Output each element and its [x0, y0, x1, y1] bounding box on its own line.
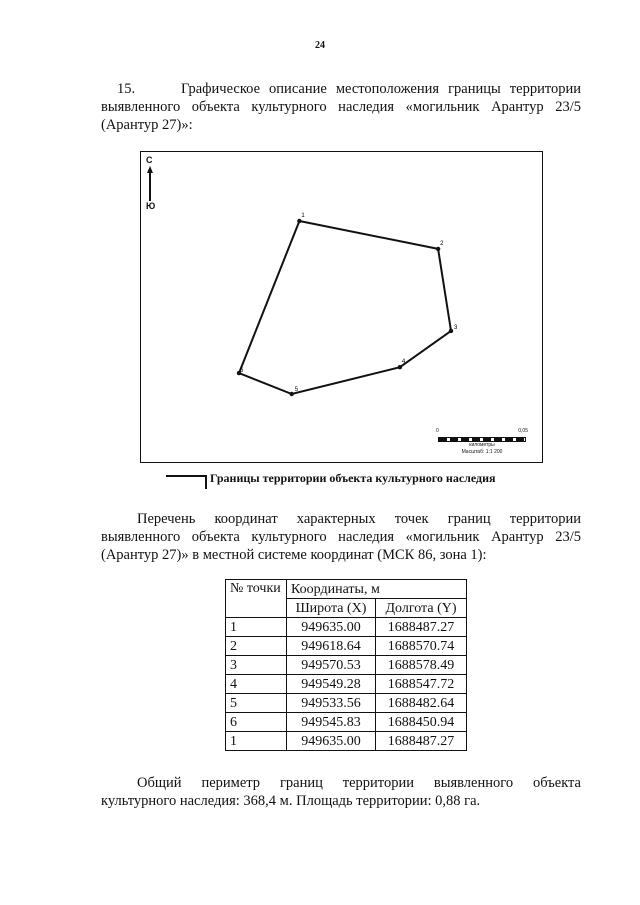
table-row — [226, 732, 467, 751]
legend-text: Границы территории объекта культурного наследия — [210, 471, 496, 485]
lon-cell: 1688487.27 — [376, 732, 467, 751]
map-legend — [166, 470, 526, 488]
lon-cell: 1688578.49 — [376, 656, 467, 675]
scale-zero-label: 0 — [436, 428, 439, 434]
section-number: 15. — [117, 81, 136, 97]
vertex-point-3 — [449, 329, 453, 333]
table-row — [226, 713, 467, 732]
lat-cell: 949618.64 — [287, 637, 376, 656]
lon-cell: 1688482.64 — [376, 694, 467, 713]
table-row — [226, 637, 467, 656]
page-number: 24 — [315, 40, 325, 51]
point-cell: 3 — [226, 656, 287, 675]
lat-cell: 949545.83 — [287, 713, 376, 732]
coordinates-intro-line-2: выявленного объекта культурного наследия «могильник Арантур 23/5 — [101, 529, 581, 545]
boundary-map — [140, 151, 543, 463]
vertex-point-2 — [436, 247, 440, 251]
scale-max-label: 0,05 — [518, 428, 528, 434]
summary-line-1: Общий периметр границ территории выявленного объекта — [137, 775, 581, 791]
vertex-label-6: 6 — [240, 368, 244, 375]
compass-north-label: С — [146, 155, 153, 165]
summary-line-2: культурного наследия: 368,4 м. Площадь территории: 0,88 га. — [101, 793, 481, 809]
vertex-label-4: 4 — [401, 359, 406, 366]
vertex-point-4 — [398, 365, 402, 369]
coordinates-intro-line-3: (Арантур 27)» в местной системе координат (МСК 86, зона 1): — [101, 547, 487, 563]
col-lon-header: Долгота (Y) — [376, 599, 467, 618]
col-point-header: № точки — [226, 580, 287, 618]
point-cell: 6 — [226, 713, 287, 732]
point-cell: 1 — [226, 732, 287, 751]
lat-cell: 949635.00 — [287, 732, 376, 751]
compass-south-label: Ю — [146, 201, 156, 211]
boundary-polygon — [239, 221, 451, 394]
table-row — [226, 618, 467, 637]
summary-paragraph — [101, 774, 581, 810]
lon-cell: 1688450.94 — [376, 713, 467, 732]
vertex-label-2: 2 — [440, 240, 444, 247]
section-heading-line-3: (Арантур 27)»: — [101, 117, 193, 133]
lon-cell: 1688547.72 — [376, 675, 467, 694]
coordinates-intro — [101, 510, 581, 564]
lat-cell: 949549.28 — [287, 675, 376, 694]
lat-cell: 949635.00 — [287, 618, 376, 637]
lat-cell: 949533.56 — [287, 694, 376, 713]
boundary-vertices — [237, 213, 458, 396]
scale-bar-block — [436, 430, 528, 458]
vertex-point-1 — [297, 219, 301, 223]
vertex-point-5 — [289, 392, 293, 396]
vertex-label-1: 1 — [301, 213, 305, 219]
point-cell: 2 — [226, 637, 287, 656]
scale-unit-label: километры — [469, 442, 495, 448]
section-heading-line-1: 15. Графическое описание местоположения границы территории — [101, 80, 581, 98]
table-row — [226, 694, 467, 713]
boundary-polygon-canvas — [141, 152, 544, 464]
vertex-label-3: 3 — [454, 324, 458, 331]
section-heading — [101, 80, 581, 134]
point-cell: 5 — [226, 694, 287, 713]
north-arrow — [145, 155, 159, 213]
point-cell: 1 — [226, 618, 287, 637]
legend-line-symbol — [166, 475, 206, 477]
lon-cell: 1688487.27 — [376, 618, 467, 637]
section-heading-line-2: выявленного объекта культурного наследия «могильник Арантур 23/5 — [101, 99, 581, 115]
coordinates-table — [225, 579, 467, 751]
lat-cell: 949570.53 — [287, 656, 376, 675]
table-row — [226, 675, 467, 694]
col-lat-header: Широта (X) — [287, 599, 376, 618]
col-coords-header: Координаты, м — [287, 580, 467, 599]
point-cell: 4 — [226, 675, 287, 694]
vertex-label-5: 5 — [294, 387, 299, 393]
coordinates-intro-line-1: Перечень координат характерных точек границ территории — [137, 511, 581, 527]
legend-line-tick — [205, 475, 207, 489]
table-row — [226, 656, 467, 675]
scale-ratio-label: Масштаб: 1:1 200 — [461, 449, 503, 455]
lon-cell: 1688570.74 — [376, 637, 467, 656]
